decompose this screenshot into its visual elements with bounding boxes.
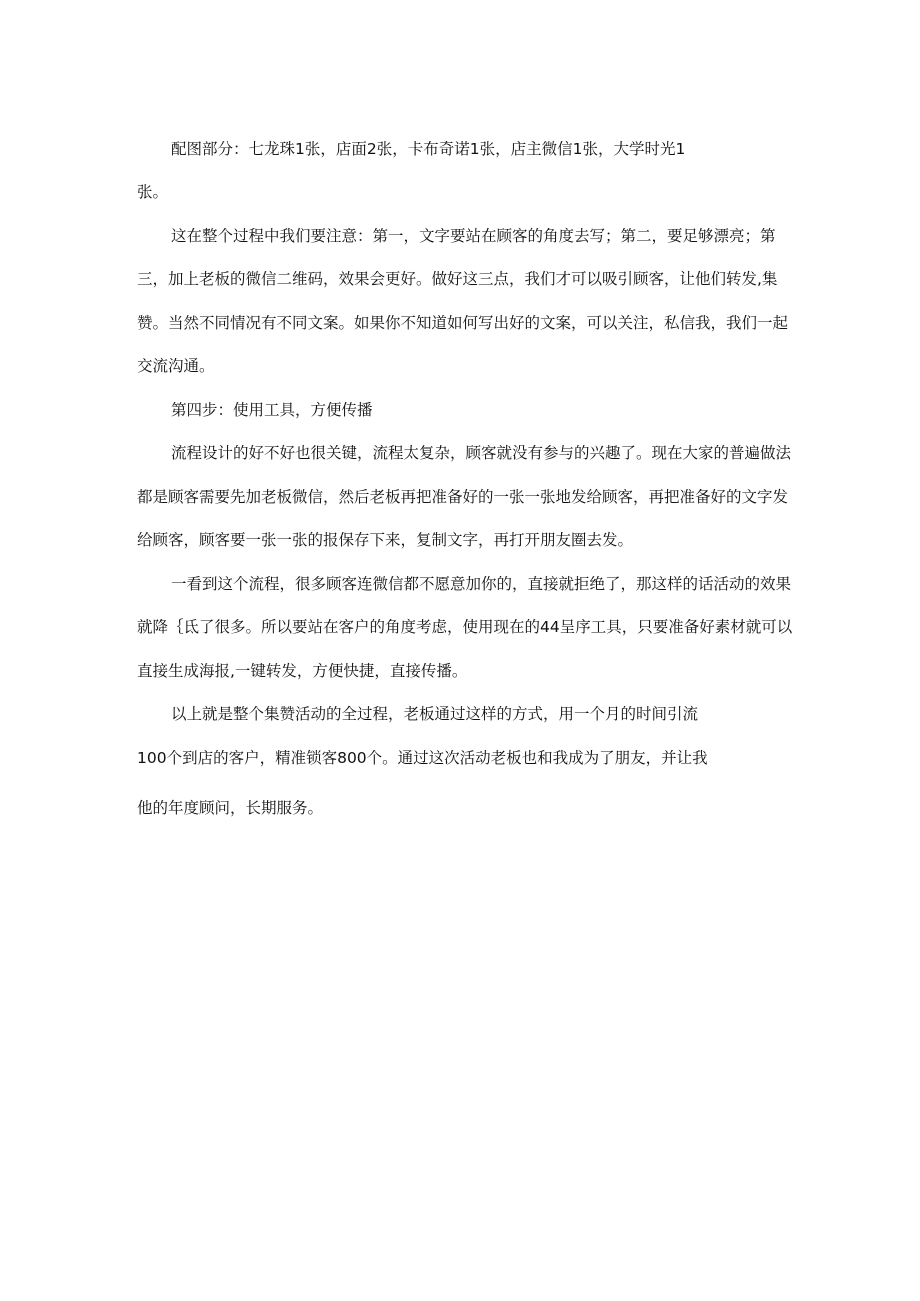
text-line: 交流沟通。 (137, 357, 215, 375)
text-line: 赞。当然不同情况有不同文案。如果你不知道如何写出好的文案，可以关注，私信我，我们一起 (137, 314, 789, 332)
section-heading: 第四步：使用工具，方便传播 (171, 401, 373, 419)
text-line: 配图部分：七龙珠1张，店面2张，卡布奇诺1张，店主微信1张，大学时光1 (171, 140, 686, 158)
text-line: 直接生成海报,一键转发，方便快捷，直接传播。 (137, 662, 468, 680)
text-line: 一看到这个流程，很多顾客连微信都不愿意加你的，直接就拒绝了，那这样的话活动的效果 (171, 575, 792, 593)
text-line: 给顾客，顾客要一张一张的报保存下来，复制文字，再打开朋友圈去发。 (137, 531, 634, 549)
text-line: 以上就是整个集赞活动的全过程，老板通过这样的方式，用一个月的时间引流 (171, 705, 699, 723)
text-line: 都是顾客需要先加老板微信，然后老板再把准备好的一张一张地发给顾客，再把准备好的文字发 (137, 488, 789, 506)
text-line: 流程设计的好不好也很关键，流程太复杂，顾客就没有参与的兴趣了。现在大家的普遍做法 (171, 444, 792, 462)
text-line: 就降｛氐了很多。所以要站在客户的角度考虑，使用现在的44呈序工具，只要准备好素材就可以 (137, 618, 793, 636)
text-line: 张。 (137, 183, 169, 201)
text-line: 三，加上老板的微信二维码，效果会更好。做好这三点，我们才可以吸引顾客，让他们转发,集 (137, 270, 778, 288)
text-line: 他的年度顾问，长期服务。 (137, 799, 324, 817)
text-line: 100个到店的客户，精准锁客800个。通过这次活动老板也和我成为了朋友，并让我 (137, 749, 708, 767)
text-line: 这在整个过程中我们要注意：第一，文字要站在顾客的角度去写；第二，要足够漂亮；第 (171, 227, 776, 245)
